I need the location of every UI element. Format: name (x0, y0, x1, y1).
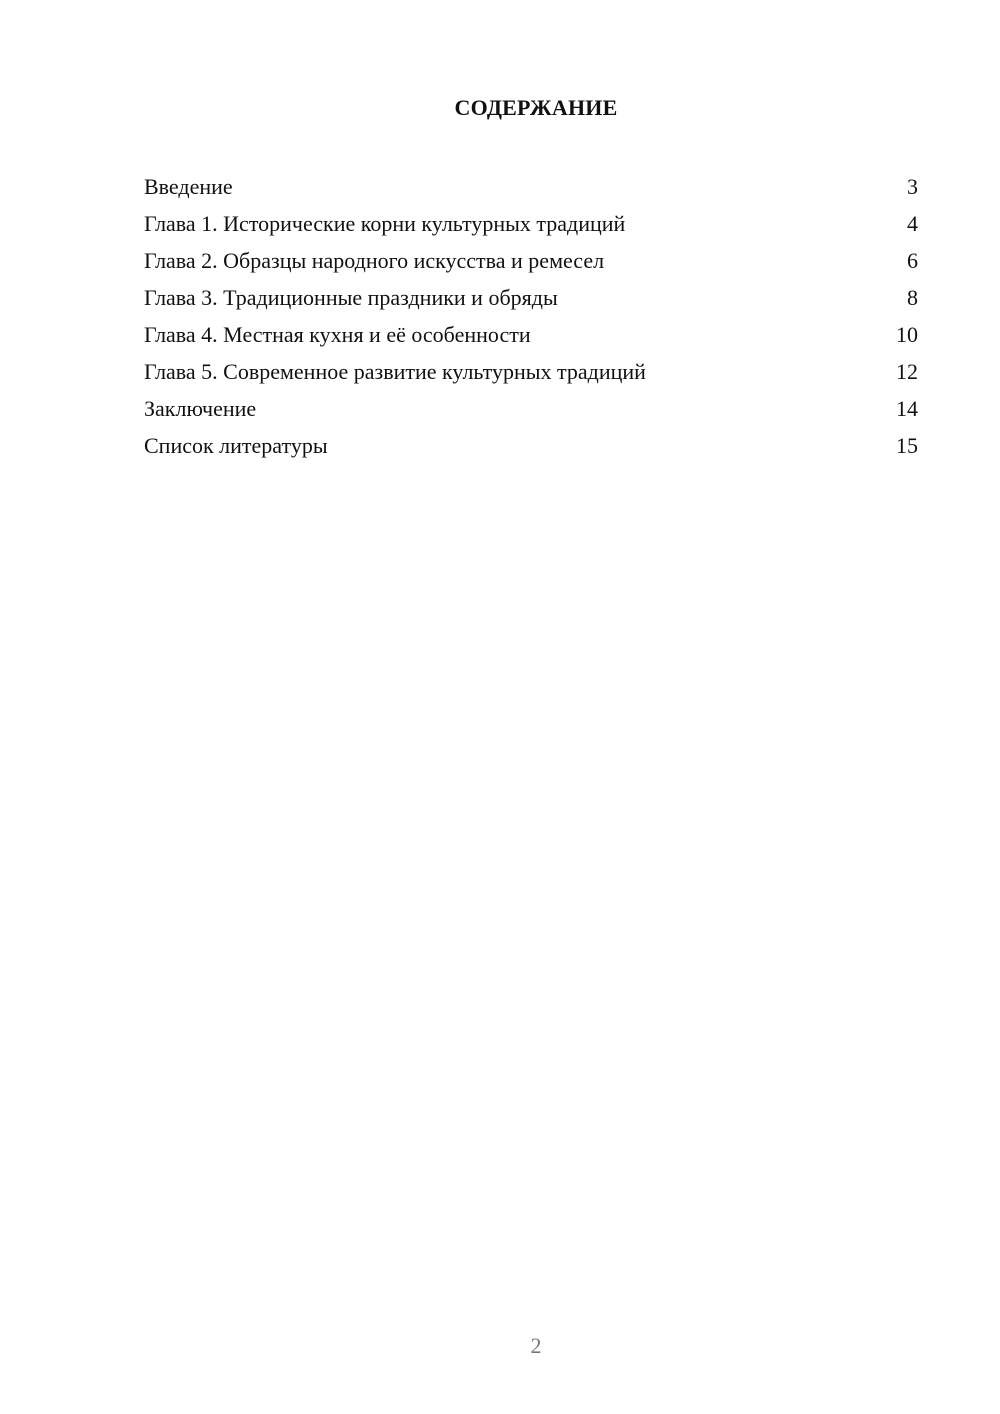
toc-item-label: Глава 1. Исторические корни культурных традиций (144, 211, 626, 236)
toc-item-page: 12 (896, 359, 918, 384)
toc-item-label: Глава 2. Образцы народного искусства и ремесел (144, 248, 605, 273)
toc-item-label: Глава 5. Современное развитие культурных традиций (144, 359, 646, 384)
toc-item-page: 10 (896, 322, 918, 347)
toc-item-page: 3 (907, 174, 918, 199)
toc-item-page: 14 (896, 396, 918, 421)
toc-item-page: 6 (907, 248, 918, 273)
page-number: 2 (530, 1333, 542, 1358)
toc-item-introduction (144, 168, 918, 205)
toc-item-chapter-3 (144, 279, 918, 316)
toc-item-label: Глава 3. Традиционные праздники и обряды (144, 285, 558, 310)
toc-item-label: Заключение (144, 396, 257, 421)
toc-item-chapter-4 (144, 316, 918, 353)
toc-item-page: 15 (896, 433, 918, 458)
toc-item-chapter-2 (144, 242, 918, 279)
toc-title: СОДЕРЖАНИЕ (454, 95, 618, 120)
toc-item-page: 4 (907, 211, 918, 236)
toc-item-conclusion (144, 390, 918, 427)
toc-item-chapter-1 (144, 205, 918, 242)
toc-item-label: Список литературы (144, 433, 328, 458)
toc-item-label: Глава 4. Местная кухня и её особенности (144, 322, 531, 347)
toc-item-chapter-5 (144, 353, 918, 390)
toc-item-references (144, 427, 918, 464)
toc-item-label: Введение (144, 174, 233, 199)
table-of-contents (144, 168, 918, 464)
toc-item-page: 8 (907, 285, 918, 310)
